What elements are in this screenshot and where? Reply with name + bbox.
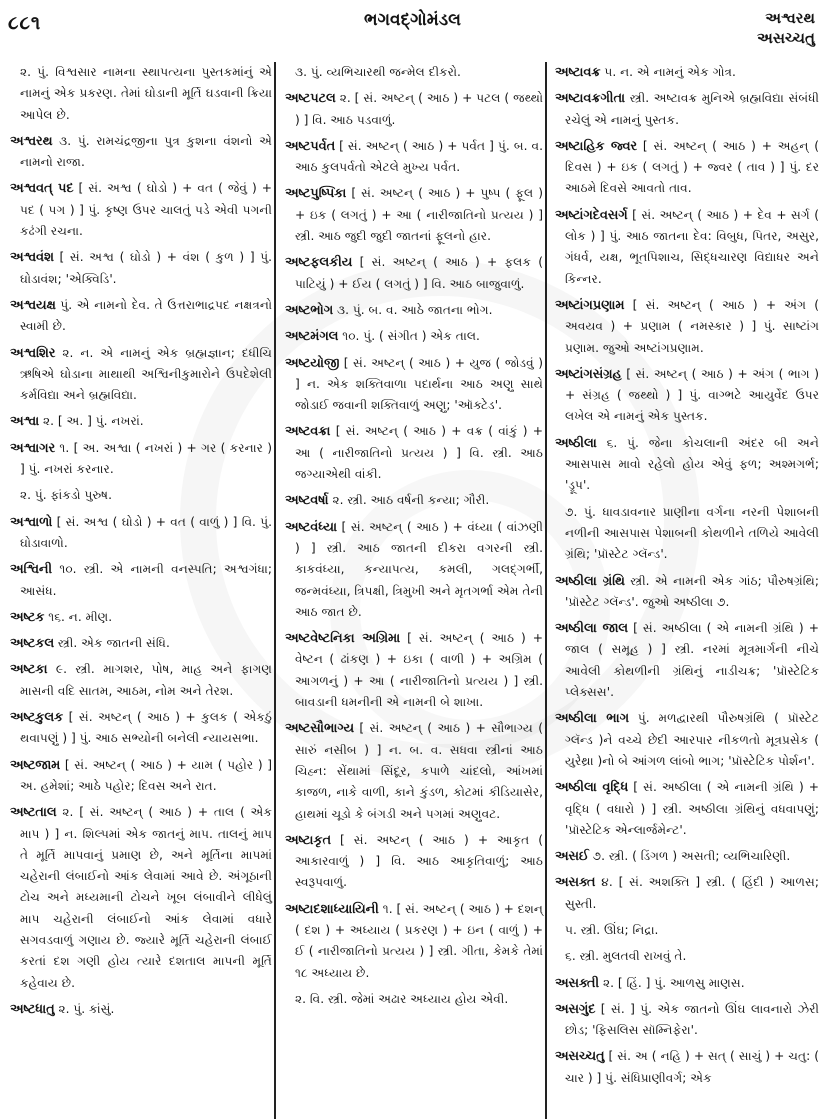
headword: અષ્ટાદશાધ્યાયિની [285, 901, 379, 917]
guide-word-last: અસચ્ચતુ [757, 29, 815, 47]
dictionary-entry [285, 252, 543, 295]
definition: [ સં. અષ્ઠીલા ( એ નામની ગ્રંથિ ) + જાલ ( સમૂહ ) ] સ્ત્રી. નરમાં મૂત્રમાર્ગની નીચે આવેલી કોથળીની ગ્રંથિનું નાડીચક્ર; 'પ્રૉસ્ટેટિક પ્લેક્સસ'. [565, 621, 819, 700]
headword: અશ્વાગર [10, 440, 56, 456]
headword: અષ્ટજામ [10, 757, 61, 773]
column-3 [555, 62, 819, 1119]
definition: ૨. સ્ત્રી. આઠ વર્ષની કન્યા; ગૌરી. [332, 493, 490, 508]
definition: ૧. [ સં. અષ્ટન્ ( આઠ ) + દશન્ ( દશ ) + અધ્યાય ( પ્રકરણ ) + ઇન ( વાળું ) + ઈ ( નારીજાતિનો પ્રત્યય ) ] સ્ત્રી. ગીતા, કેમકે તેમાં ૧૮ અધ્યાય છે. [295, 901, 544, 980]
dictionary-entry [555, 973, 819, 994]
definition: [ સં. અ ( નહિ ) + સત્ ( સાચું ) + ચતુ: ( ચાર ) ] પું. સંધિપ્રાણીવર્ગ; એક [565, 1049, 819, 1085]
definition: ૨. [ સં. અષ્ટન્ ( આઠ ) + તાલ ( એક માપ ) ] ન. શિલ્પમાં એક જાતનું માપ. તાલનું માપ તે મૂર્તિ માપવાનું પ્રમાણ છે, અને મૂર્તિના માપમાં ચહેરાની લંબાઈનો આંક લેવામાં આવે છે. અંગૂઠાની ટોચ અને મધ્યમાની ટોચને ખૂબ લંબાવીને લીધેલું માપ ચહેરાની લંબાઈનો આંક લેવામાં વધારે સગવડવાળું ગણાય છે. જ્યારે મૂર્તિ ચહેરાની લંબાઈ કરતાં દશ ગણી હોય ત્યારે દશતાલ માપની મૂર્તિ કહેવાય છે. [20, 805, 272, 990]
headword: અષ્ટાંગસંગ્રહ [555, 366, 622, 382]
headword: અષ્ટવેષ્ટનિકા અગ્રિમા [285, 631, 401, 647]
dictionary-entry [285, 421, 543, 485]
dictionary-entry [285, 326, 543, 347]
headword: અસક્તી [555, 975, 600, 991]
headword: અસચ્ચતુ [555, 1049, 605, 1065]
definition: સ્ત્રી. એક જાતની સંધિ. [57, 636, 170, 651]
dictionary-subentry [10, 62, 272, 126]
definition: પું. મળદ્વારથી પૌરુષગ્રંથિ ( પ્રૉસ્ટેટ ગ્લૅન્ડ )ને વચ્ચે છેદી આરપાર નીકળતો મૂત્રપ્રસેક ( યુરેથ્રા )નો બે આંગળ લાંબો ભાગ; 'પ્રૉસ્ટેટિક પોર્શન'. [565, 711, 820, 768]
headword: અશ્વવત્ પદ [10, 181, 74, 197]
dictionary-entry [10, 438, 272, 481]
headword: અષ્ટયોજી [285, 355, 340, 371]
dictionary-entry [285, 517, 543, 623]
dictionary-subentry [285, 62, 543, 83]
dictionary-entry [285, 300, 543, 321]
headword: અષ્ટકા [10, 662, 48, 678]
definition: ૨. પું. ફાંકડો પુરુષ. [20, 488, 112, 503]
definition: ૩. પું. રામચંદ્રજીના પુત્ર કુશના વંશનો એ નામનો રાજા. [20, 133, 273, 170]
dictionary-entry [555, 846, 819, 867]
definition: પું. એ નામનો દેવ. તે ઉત્તરાભાદ્રપદ નક્ષત્રનો સ્વામી છે. [20, 297, 272, 334]
dictionary-entry [555, 205, 819, 290]
headword: અષ્ટાંગદેવસર્ગ [555, 207, 628, 223]
definition: ૫. સ્ત્રી. ઊંઘ; નિદ્રા. [565, 922, 659, 937]
headword: અષ્ટસૌભાગ્ય [285, 721, 354, 737]
definition: [ સં. અષ્ટન્ ( આઠ ) + આકૃત ( આકારવાળું ) ] વિ. આઠ આકૃતિવાળું; આઠ સ્વરૂપવાળું. [295, 832, 543, 890]
headword: અષ્ટમંગલ [285, 329, 339, 345]
dictionary-subentry [555, 920, 819, 941]
dictionary-entry [285, 353, 543, 417]
dictionary-entry [555, 571, 819, 614]
headword: અષ્ટાંગપ્રણામ [555, 297, 625, 313]
dictionary-entry [10, 802, 272, 994]
definition: [ સં. અષ્ટન્ ( આઠ ) + અંગ ( અવયવ ) + પ્રણામ ( નમસ્કાર ) ] પું. સાષ્ટાંગ પ્રણામ. જુઓ અષ્ટાંગપ્રણામ. [565, 297, 819, 355]
dictionary-entry [10, 131, 272, 174]
dictionary-entry [285, 183, 543, 247]
definition: ૨. [ અ. ] પું. નખરાં. [43, 414, 144, 429]
definition: ૭. સ્ત્રી. ( ડિંગળ ) અસતી; વ્યભિચારિણી. [592, 849, 791, 864]
dictionary-entry [10, 999, 272, 1020]
dictionary-entry [285, 88, 543, 131]
definition: ૬. સ્ત્રી. મુલતવી રાખવું તે. [565, 949, 687, 964]
definition: ૨. ન. એ નામનું એક બ્રહ્મજ્ઞાન; દધીચિ ઋષિએ ઘોડાના માથાથી અશ્વિનીકુમારોને ઉપદેશેલી કર્મવિદ્યા અને બ્રહ્મવિદ્યા. [20, 345, 272, 403]
definition: [ સં. અષ્ટન્ ( આઠ ) + કુલક ( એકઠું થવાપણું ) ] પું. આઠ સભ્યોની બનેલી ન્યાયસભા. [20, 710, 273, 746]
dictionary-entry [555, 999, 819, 1042]
definition: [ સં. અષ્ટન્ ( આઠ ) + પુષ્પ ( ફૂલ ) + ઇક ( લગતું ) + આ ( નારીજાતિનો પ્રત્યય ) ] સ્ત્રી. આઠ જુદી જુદી જાતનાં ફૂલનો હાર. [295, 186, 544, 244]
dictionary-subentry [285, 989, 543, 1010]
headword: અષ્ટકલ [10, 636, 55, 652]
headword: અષ્ટતાલ [10, 805, 57, 821]
dictionary-entry [285, 136, 543, 179]
dictionary-entry [285, 830, 543, 894]
definition: ૨. [ સં. અષ્ટન્ ( આઠ ) + પટલ ( જથ્થો ) ] વિ. આઠ પડવાળું. [295, 91, 544, 127]
headword: અષ્ઠીલા ભાગ [555, 711, 629, 727]
headword: અસઈ [555, 849, 589, 865]
headword: અષ્ટક [10, 609, 45, 625]
definition: ૨. વિ. સ્ત્રી. જેમાં અઢાર અધ્યાય હોય એવી. [295, 991, 509, 1006]
dictionary-entry [555, 777, 819, 841]
definition: ૧. [ અ. અશ્વા ( નખરાં ) + ગર ( કરનાર ) ] પું. નખરાં કરનાર. [20, 440, 273, 477]
dictionary-entry [555, 433, 819, 497]
dictionary-entry [285, 490, 543, 511]
headword: અષ્ટપુષ્પિકા [285, 186, 347, 202]
headword: અષ્ટાહિક જ્વર [555, 138, 638, 154]
headword: અષ્ટાકૃત [285, 832, 331, 848]
headword: અસગુંદ [555, 1001, 596, 1017]
dictionary-entry [10, 295, 272, 338]
definition: [ સં. અષ્ટન્ ( આઠ ) + યુજ ( જોડવું ) ] ન. એક શક્તિવાળા પદાર્થના આઠ અણુ સાથે જોડાઈ જવાની શક્તિવાળું અણુ; 'ઑક્ટેડ'. [295, 355, 543, 413]
definition: [ સં. અષ્ટન્ ( આઠ ) + અહન્ ( દિવસ ) + ઇક ( લગતું ) + જ્વર ( તાવ ) ] પું. દર આઠમે દિવસે આવતો તાવ. [565, 138, 820, 196]
definition: સ્ત્રી. અષ્ટાવક્ર મુનિએ બ્રહ્મવિદ્યા સંબંધી રચેલું એ નામનું પુસ્તક. [565, 91, 819, 127]
dictionary-entry [10, 659, 272, 702]
headword: અષ્ટધાતુ [10, 1001, 55, 1017]
definition: [ સં. અષ્ઠીલા ( એ નામની ગ્રંથિ ) + વૃદ્ધિ ( વધારો ) ] સ્ત્રી. અષ્ઠીલા ગ્રંથિનું વધવાપણું; 'પ્રૉસ્ટેટિક એન્લાર્જમેન્ટ'. [565, 780, 820, 837]
dictionary-entry [555, 708, 819, 772]
headword: અશ્વયક્ષ [10, 297, 56, 313]
definition: [ સં. અશ્વ ( ઘોડો ) + વત ( વાળું ) ] વિ. પું. ઘોડાવાળો. [20, 514, 272, 550]
column-divider [274, 62, 276, 1119]
definition: [ સં. અષ્ટન્ ( આઠ ) + સૌભાગ્ય ( સારું નસીબ ) ] ન. બ. વ. સધવા સ્ત્રીનાં આઠ ચિહ્ન: સેંથામાં સિંદૂર, કપાળે ચાંદલો, આંખમાં કાજળ, નાકે વાળી, કાને કુંડળ, કોટમાં કીડિયાસેર, હાથમાં ચૂડો કે બંગડી અને પગમાં અણુવટ. [295, 721, 543, 821]
dictionary-entry [285, 718, 543, 824]
definition: ૧૦. સ્ત્રી. એ નામની વનસ્પતિ; અશ્વગંધા; આસંધ. [20, 562, 272, 598]
definition: [ સં. અષ્ટન્ ( આઠ ) + ફલક ( પાટિયું ) + ઈય ( લગતું ) ] વિ. આઠ બાજુવાળું. [295, 255, 544, 291]
headword: અષ્ટપર્વત [285, 138, 336, 154]
definition: [ સં. અષ્ટન્ ( આઠ ) + અંગ ( ભાગ ) + સંગ્રહ ( જથ્થો ) ] પું. વાગ્ભટે આયુર્વેદ ઉપર લખેલ એ નામનું એક પુસ્તક. [565, 366, 819, 424]
headword: અષ્ટપટલ [285, 91, 336, 107]
headword: અષ્ટવંધ્યા [285, 519, 337, 535]
dictionary-entry [285, 899, 543, 984]
headword: અષ્ટવર્ષા [285, 493, 329, 509]
headword: અષ્ઠીલા [555, 435, 597, 451]
dictionary-subentry [10, 485, 272, 506]
headword: અષ્ટાવક્ર [555, 65, 601, 80]
page-header [0, 0, 825, 60]
dictionary-entry [10, 512, 272, 555]
dictionary-entry [555, 62, 819, 83]
dictionary-entry [555, 618, 819, 703]
definition: ૬. પું. જેના કોચલાની અંદર બી અને આસપાસ માવો રહેલો હોય એવું ફળ; અશ્મગર્ભ; 'ડ્રૂપ'. [565, 435, 819, 493]
dictionary-subentry [555, 502, 819, 566]
headword: અષ્ટવક્રા [285, 424, 331, 440]
page-number: ૮૮૧ [8, 12, 42, 34]
headword: અશ્વિની [10, 562, 53, 578]
headword: અષ્ટાવક્રગીતા [555, 91, 626, 107]
definition: ૪. [ સં. અશક્તિ ] સ્ત્રી. ( હિંદી ) આળસ; સુસ્તી. [565, 875, 819, 911]
dictionary-entry [555, 136, 819, 200]
dictionary-entry [555, 364, 819, 428]
definition: ૨. પું. કાંસું. [58, 1001, 115, 1016]
headword: અષ્ઠીલા જાલ [555, 621, 628, 637]
column-2 [285, 62, 543, 1119]
definition: ૩. પું. વ્યભિચારથી જન્મેલ દીકરો. [295, 65, 461, 79]
guide-word-first: અશ્વરથ [765, 9, 815, 27]
headword: અષ્ટકુલક [10, 710, 64, 726]
dictionary-entry [555, 872, 819, 915]
headword: અષ્ટભોગ [285, 302, 334, 318]
dictionary-entry [285, 628, 543, 713]
definition: ૧૦. પું. ( સંગીત ) એક તાલ. [342, 329, 480, 344]
definition: ૯. સ્ત્રી. માગશર, પોષ, માહ અને ફાગણ માસની વદિ સાતમ, આઠમ, નોમ અને તેરશ. [20, 662, 272, 698]
dictionary-entry [10, 178, 272, 242]
definition: ૩. પું. બ. વ. આઠે જાતના ભોગ. [336, 302, 493, 317]
definition: [ સં. અષ્ટન્ ( આઠ ) + વક્ર ( વાંકું ) + આ ( નારીજાતિનો પ્રત્યય ) ] વિ. સ્ત્રી. આઠ જગ્યાએથી વાંકી. [295, 424, 543, 482]
definition: [ સં. ] પું. એક જાતનો ઊંઘ લાવનારો ઝેરી છોડ; 'ફિસલિસ સૉમ્નિફેરા'. [565, 1001, 820, 1038]
definition: ૧૬. ન. મીણ. [48, 609, 113, 624]
definition: [ સં. અષ્ટન્ ( આઠ ) + વંધ્યા ( વાંઝણી ) ] સ્ત્રી. આઠ જાતની દીકરા વગરની સ્ત્રી. કાકવંધ્યા, કન્યાપત્ય, કમલી, ગલદ્ગર્ભી, જન્મવંધ્યા, ત્રિપક્ષી, ત્રિમુખી અને મૃતગર્ભા એમ તેની આઠ જાત છે. [295, 519, 543, 619]
definition: સ્ત્રી. એ નામની એક ગાંઠ; પૌરુષગ્રંથિ; 'પ્રૉસ્ટેટ ગ્લૅન્ડ'. જુઓ અષ્ઠીલા ૭. [565, 573, 820, 609]
headword: અશ્વાળો [10, 514, 53, 530]
dictionary-columns [0, 62, 825, 1119]
definition: ૨. પું. વિશ્વસાર નામના સ્થાપત્યના પુસ્તકમાંનું એ નામનું એક પ્રકરણ. તેમાં ઘોડાની મૂર્તિ ઘડવાની ક્રિયા આપેલ છે. [20, 65, 272, 122]
definition: ૭. પું. ધાવડાવનાર પ્રાણીના વર્ગના નરની પેશાબની નળીની આસપાસ પેશાબની કોથળીને તળિયે આવેલી ગ્રંથિ; 'પ્રૉસ્ટેટ ગ્લૅન્ડ'. [565, 504, 819, 562]
dictionary-entry [10, 755, 272, 798]
headword: અશ્વા [10, 414, 40, 430]
headword: અષ્ઠીલા ગ્રંથિ [555, 573, 625, 589]
definition: [ સં. અષ્ટન્ ( આઠ ) + યામ ( પહોર ) ] અ. હમેશાં; આઠે પહોર; દિવસ અને રાત. [20, 757, 273, 793]
headword: અષ્ઠીલા વૃદ્ધિ [555, 780, 629, 796]
headword: અષ્ટફલકીય [285, 255, 353, 271]
definition: [ સં. અષ્ટન્ ( આઠ ) + પર્વત ] પું. બ. વ. આઠ કુલપર્વતો એટલે મુખ્ય પર્વત. [295, 138, 543, 175]
dictionary-entry [555, 1046, 819, 1089]
definition: [ સં. અશ્વ ( ઘોડો ) + વત ( જેવું ) + પદ ( પગ ) ] પું. કૃષ્ણ ઉપર ચાલતું પડે એવી પગની કઢંગી રચના. [20, 181, 272, 239]
headword: અસક્ત [555, 875, 596, 891]
dictionary-entry [10, 559, 272, 602]
dictionary-entry [555, 295, 819, 359]
dictionary-entry [10, 707, 272, 750]
column-1 [10, 62, 272, 1119]
dictionary-subentry [555, 946, 819, 967]
guide-words [757, 8, 815, 48]
headword: અશ્વરથ [10, 133, 53, 149]
dictionary-entry [10, 607, 272, 628]
dictionary-entry [10, 633, 272, 654]
dictionary-entry [10, 247, 272, 290]
column-divider [545, 62, 547, 1119]
definition: [ સં. અષ્ટન્ ( આઠ ) + દેવ + સર્ગ ( લોક ) ] પું. આઠ જાતના દેવ: વિબુધ, પિતર, અસુર, ગંધર્વ, યક્ષ, ભૂતપિશાચ, સિદ્ધચારણ વિદ્યાધર અને કિન્નર. [565, 207, 820, 286]
headword: અશ્વશિર [10, 345, 56, 361]
definition: [ સં. અષ્ટન્ ( આઠ ) + વેષ્ટન ( ઢાંકણ ) + ઇકા ( વાળી ) + અગ્રિમ ( આગળનું ) + આ ( નારીજાતિનો પ્રત્યય ) ] સ્ત્રી. બાવડાની ધમનીની એ નામની બે શાખા. [295, 631, 543, 710]
definition: ૨. [ હિં. ] પું. આળસુ માણસ. [602, 975, 745, 990]
dictionary-entry [10, 411, 272, 432]
definition: [ સં. અશ્વ ( ઘોડો ) + વંશ ( કુળ ) ] પું. ઘોડાવંશ; 'એક્વિડિ'. [20, 250, 272, 286]
dictionary-entry [555, 88, 819, 131]
headword: અશ્વવંશ [10, 250, 54, 266]
dictionary-entry [10, 343, 272, 407]
definition: ૫. ન. એ નામનું એક ગોત્ર. [604, 65, 736, 79]
running-title: ભગવદ્ગોમંડલ [364, 10, 461, 30]
